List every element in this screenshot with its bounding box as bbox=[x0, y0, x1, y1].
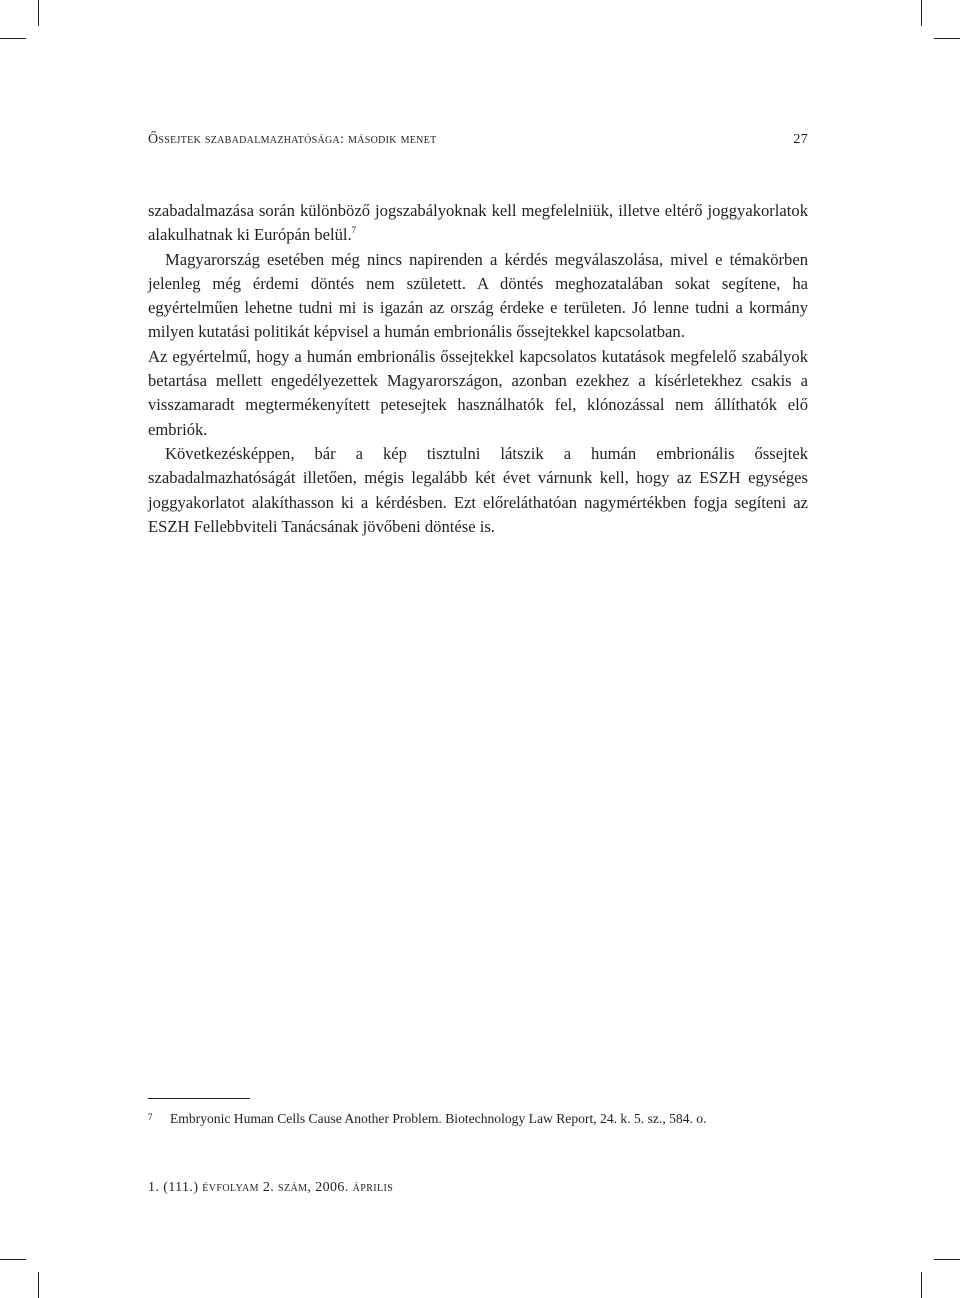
crop-mark-top-left bbox=[38, 0, 39, 26]
paragraph-2: Magyarország esetében még nincs napirenden a kérdés megválaszolása, mivel e témakörben jelenleg még érdemi döntés nem született. A döntés meghozatalában sokat segítene, ha egyértelműen lehetne tudni mi is igazán az ország érdeke e területen. Jó lenne tudni a kormány milyen kutatási politikát képvisel a humán embrionális őssejtekkel kapcsolatban. bbox=[148, 249, 808, 342]
running-foot: 1. (111.) évfolyam 2. szám, 2006. április bbox=[148, 1180, 394, 1195]
crop-mark-bottom-right-h bbox=[934, 1259, 960, 1260]
paragraph-4: Következésképpen, bár a kép tisztulni látszik a humán embrionális őssejtek szabadalmazhatóságát illetően, mégis legalább két évet várnunk kell, hogy az ESZH egységes joggyakorlatot alakíthasson ki a kérdésben. Ezt előreláthatóan nagymértékben fogja segíteni az ESZH Fellebbviteli Tanácsának jövőbeni döntése is. bbox=[148, 443, 808, 536]
footnote-rule bbox=[148, 1098, 250, 1099]
crop-mark-top-right bbox=[921, 0, 922, 26]
paragraph-1 bbox=[148, 199, 808, 248]
running-head-title: Őssejtek szabadalmazhatósága: második menet bbox=[148, 132, 437, 147]
crop-mark-bottom-left bbox=[38, 1272, 39, 1298]
crop-mark-bottom-left-h bbox=[0, 1259, 26, 1260]
paragraph-3: Az egyértelmű, hogy a humán embrionális őssejtekkel kapcsolatos kutatások megfelelő szabályok betartása mellett engedélyezettek Magyarországon, azonban ezekhez a kísérletekhez csakis a visszamaradt megtermékenyített petesejtek használhatók fel, klónozással nem állíthatók elő embriók. bbox=[148, 346, 808, 439]
running-head bbox=[148, 132, 808, 148]
page-number: 27 bbox=[793, 132, 808, 147]
crop-mark-bottom-right bbox=[921, 1272, 922, 1298]
footnote-number: 7 bbox=[148, 1112, 153, 1122]
paragraph-1-text: szabadalmazása során különböző jogszabályoknak kell megfelelniük, illetve eltérő joggyakorlatok alakulhatnak ki Európán belül. bbox=[148, 201, 808, 245]
crop-mark-top-right-h bbox=[934, 38, 960, 39]
footnote-ref[interactable]: 7 bbox=[351, 225, 357, 236]
crop-mark-top-left-h bbox=[0, 38, 26, 39]
body-text bbox=[148, 199, 808, 539]
footnote-text: Embryonic Human Cells Cause Another Problem. Biotechnology Law Report, 24. k. 5. sz., 584. o. bbox=[170, 1111, 707, 1126]
